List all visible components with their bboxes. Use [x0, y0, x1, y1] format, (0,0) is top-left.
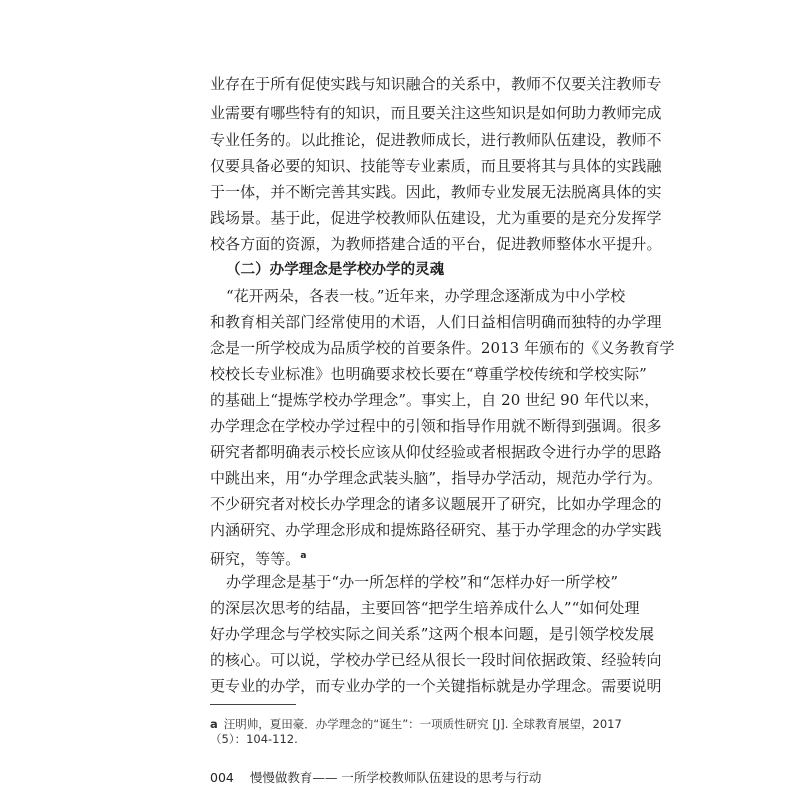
section-heading: （二）办学理念是学校办学的灵魂 [226, 262, 445, 278]
body-line: 校校长专业标准》也明确要求校长要在“尊重学校传统和学校实际” [210, 365, 647, 383]
body-line: 校各方面的资源，为教师搭建合适的平台，促进教师整体水平提升。 [210, 235, 662, 253]
footnote-line [210, 718, 622, 731]
body-line: 仅要具备必要的知识、技能等专业素质，而且要将其与具体的实践融 [210, 157, 662, 175]
body-line: 业存在于所有促使实践与知识融合的关系中，教师不仅要关注教师专 [210, 75, 662, 93]
body-line [210, 548, 590, 568]
body-line: 的深层次思考的结晶，主要回答“把学生培养成什么人”“如何处理 [210, 599, 640, 617]
body-text: 研究，等等。 [210, 550, 301, 568]
body-line: 的基础上“提炼学校办学理念”。事实上，自 20 世纪 90 年代以来， [210, 391, 660, 409]
body-line: 不少研究者对校长办学理念的诸多议题展开了研究，比如办学理念的 [210, 495, 662, 513]
page-footer [210, 770, 541, 785]
body-line: 研究者都明确表示校长应该从仰仗经验或者根据政令进行办学的思路 [210, 443, 662, 461]
body-line: 中跳出来，用“办学理念武装头脑”，指导办学活动，规范办学行为。 [210, 469, 662, 487]
body-line: 念是一所学校成为品质学校的首要条件。2013 年颁布的《义务教育学 [210, 339, 675, 357]
body-line: 业需要有哪些特有的知识，而且要关注这些知识是如何助力教师完成 [210, 104, 662, 122]
footnote-line: （5）：104-112. [210, 732, 298, 746]
body-line: 践场景。基于此，促进学校教师队伍建设，尤为重要的是充分发挥学 [210, 209, 662, 227]
body-line: 办学理念在学校办学过程中的引领和指导作用就不断得到强调。很多 [210, 417, 662, 435]
body-line: 专业任务的。以此推论，促进教师成长，进行教师队伍建设，教师不 [210, 131, 662, 149]
body-line: 的核心。可以说，学校办学已经从很长一段时间依据政策、经验转向 [210, 651, 662, 669]
running-title: 慢慢做教育—— 一所学校教师队伍建设的思考与行动 [249, 770, 542, 785]
body-line: 好办学理念与学校实际之间关系”这两个根本问题，是引领学校发展 [210, 625, 655, 643]
footnote-text: 汪明帅，夏田豪．办学理念的“诞生”：一项质性研究 [J]. 全球教育展望，2017 [223, 717, 622, 731]
page-number: 004 [210, 770, 234, 785]
footnote-reference[interactable]: a [300, 551, 307, 561]
footnote-mark: a [210, 717, 218, 731]
body-line: 办学理念是基于“办一所怎样的学校”和“怎样办好一所学校” [226, 573, 619, 591]
body-line: 于一体，并不断完善其实践。因此，教师专业发展无法脱离具体的实 [210, 183, 662, 201]
body-line: “花开两朵，各表一枝。”近年来，办学理念逐渐成为中小学校 [226, 287, 626, 305]
body-line: 和教育相关部门经常使用的术语，人们日益相信明确而独特的办学理 [210, 313, 662, 331]
body-line: 内涵研究、办学理念形成和提炼路径研究、基于办学理念的办学实践 [210, 521, 662, 539]
body-line: 更专业的办学，而专业办学的一个关键指标就是办学理念。需要说明 [210, 677, 662, 695]
footnote-divider [210, 704, 296, 705]
